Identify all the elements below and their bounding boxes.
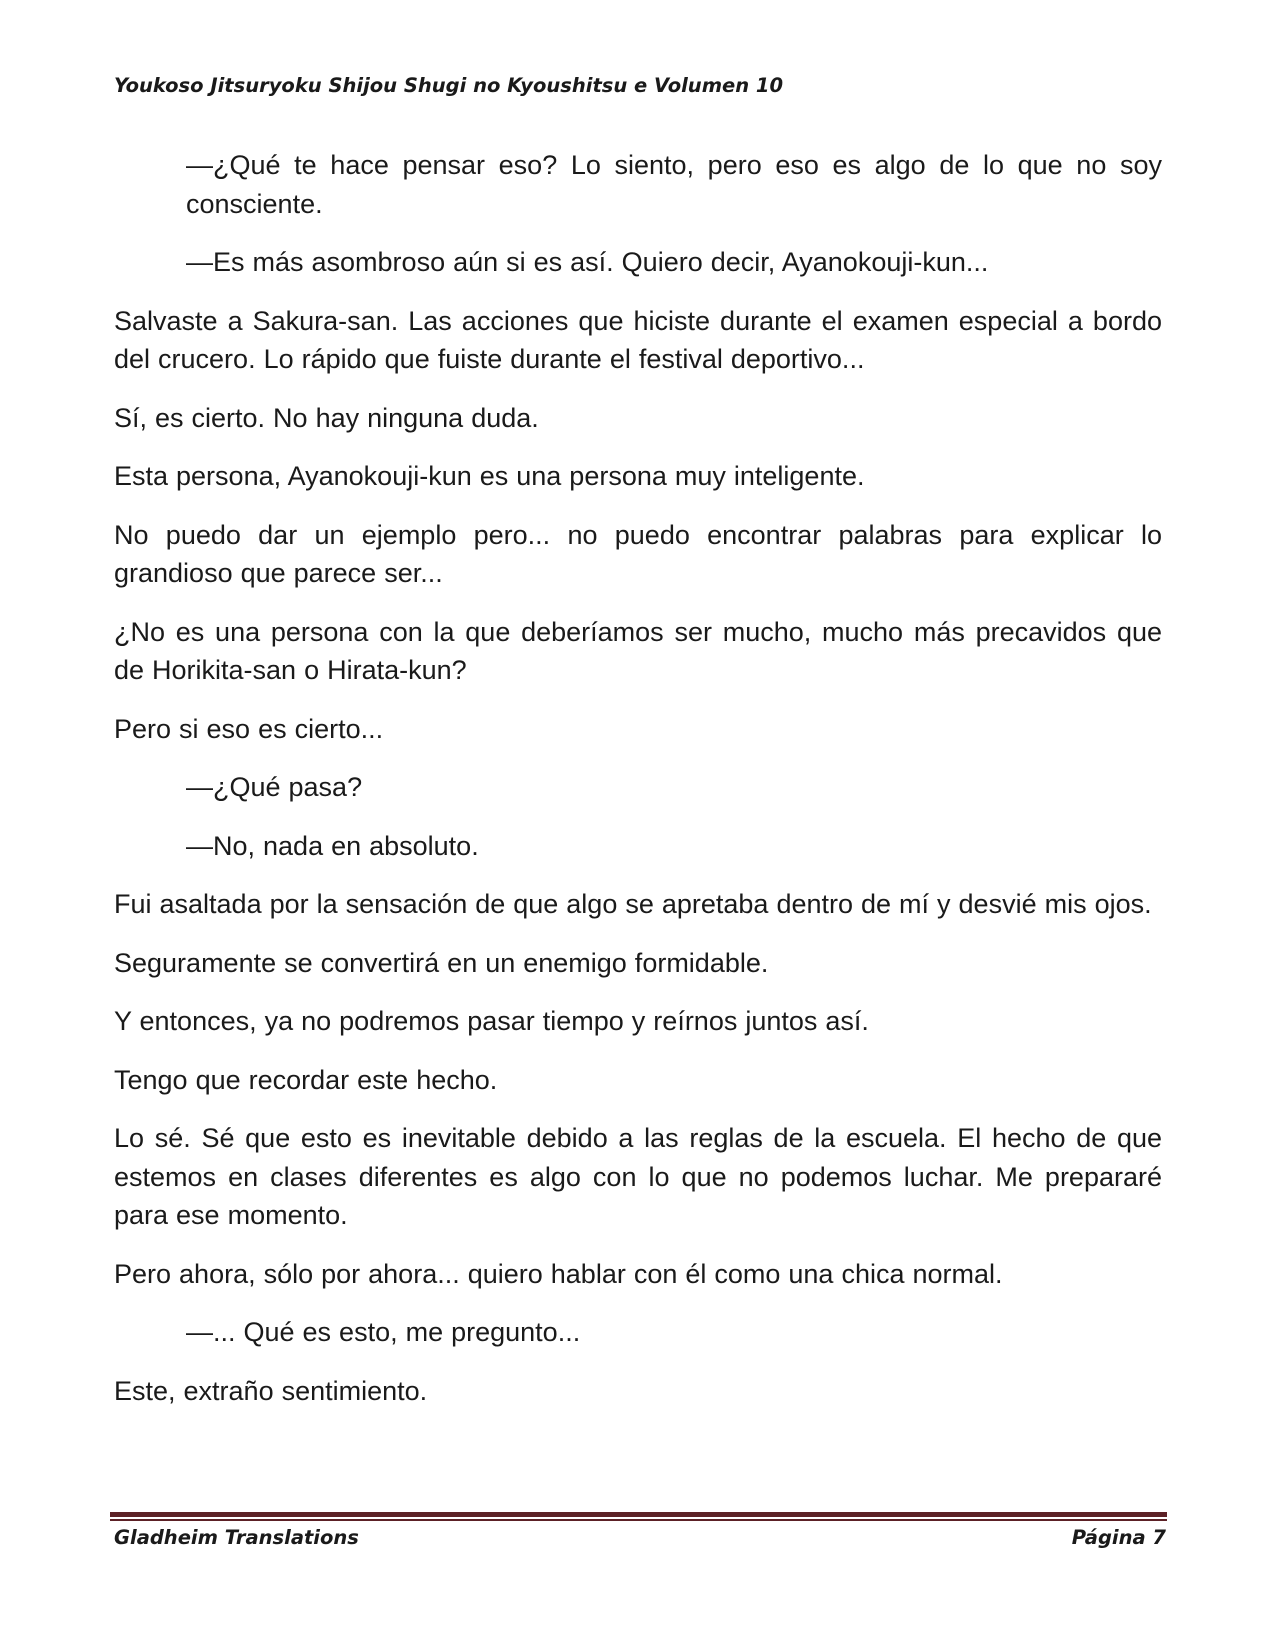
paragraph-8: Pero si eso es cierto... bbox=[114, 713, 384, 744]
paragraph-12: Seguramente se convertirá en un enemigo formidable. bbox=[114, 947, 769, 978]
paragraph-13: Y entonces, ya no podremos pasar tiempo y reírnos juntos así. bbox=[114, 1006, 869, 1036]
paragraph-7: ¿No es una persona con la que deberíamos ser mucho, mucho más precavidos que de Horikita-san o Hirata-kun? bbox=[114, 616, 1162, 685]
paragraph-3: Salvaste a Sakura-san. Las acciones que hiciste durante el examen especial a bordo del crucero. Lo rápido que fuiste durante el festival deportivo... bbox=[114, 305, 1162, 374]
paragraph-17: —... Qué es esto, me pregunto... bbox=[186, 1317, 581, 1347]
paragraph-11: Fui asaltada por la sensación de que algo se apretaba dentro de mí y desvié mis ojos. bbox=[114, 889, 1152, 919]
paragraph-9: —¿Qué pasa? bbox=[186, 772, 363, 802]
paragraph-4: Sí, es cierto. No hay ninguna duda. bbox=[114, 402, 539, 433]
footer-credit: Gladheim Translations bbox=[114, 1526, 359, 1549]
paragraph-1: —¿Qué te hace pensar eso? Lo siento, pero eso es algo de lo que no soy consciente. bbox=[186, 150, 1162, 219]
footer-rule-thick bbox=[110, 1512, 1167, 1517]
paragraph-16: Pero ahora, sólo por ahora... quiero hablar con él como una chica normal. bbox=[114, 1258, 1003, 1289]
paragraph-6: No puedo dar un ejemplo pero... no puedo encontrar palabras para explicar lo grandioso que parece ser... bbox=[114, 519, 1162, 588]
running-header-title: Youkoso Jitsuryoku Shijou Shugi no Kyoushitsu e Volumen 10 bbox=[114, 74, 784, 97]
paragraph-2: —Es más asombroso aún si es así. Quiero decir, Ayanokouji-kun... bbox=[186, 247, 989, 277]
footer-rule-thin bbox=[110, 1519, 1167, 1521]
paragraph-15: Lo sé. Sé que esto es inevitable debido a las reglas de la escuela. El hecho de que estemos en clases diferentes es algo con lo que no podemos luchar. Me prepararé para ese momento. bbox=[114, 1123, 1162, 1230]
page-number: Página 7 bbox=[1071, 1526, 1166, 1549]
paragraph-14: Tengo que recordar este hecho. bbox=[114, 1064, 498, 1095]
paragraph-10: —No, nada en absoluto. bbox=[186, 830, 479, 861]
paragraph-18: Este, extraño sentimiento. bbox=[114, 1375, 428, 1406]
paragraph-5: Esta persona, Ayanokouji-kun es una persona muy inteligente. bbox=[114, 461, 865, 491]
page-body bbox=[114, 146, 1162, 1430]
